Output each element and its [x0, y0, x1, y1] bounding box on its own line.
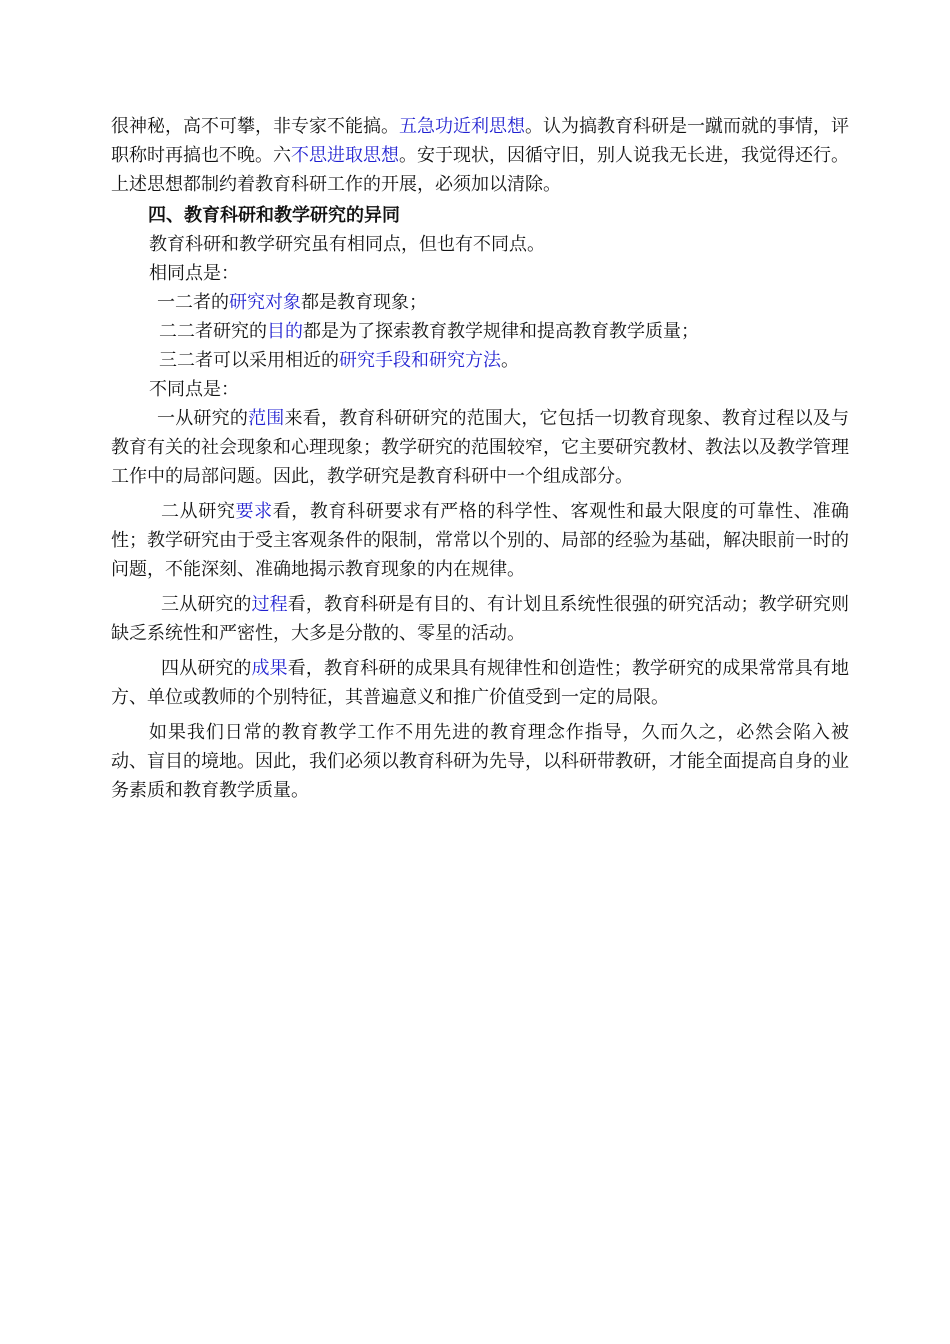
same-item-highlight: 研究手段和研究方法 — [339, 350, 501, 371]
section-heading: 四、教育科研和教学研究的异同 — [148, 205, 400, 226]
diff-item-4 — [111, 654, 849, 712]
same-item-highlight: 目的 — [267, 321, 303, 342]
same-item-suffix: 。 — [501, 350, 519, 371]
same-item-1 — [111, 288, 849, 317]
section-intro: 教育科研和教学研究虽有相同点，但也有不同点。 — [149, 234, 545, 255]
diff-item-prefix: 二从研究 — [161, 501, 236, 522]
diff-label: 不同点是： — [149, 379, 239, 400]
diff-item-highlight: 成果 — [251, 658, 288, 679]
same-item-prefix: 一二者的 — [157, 292, 229, 313]
diff-item-2 — [111, 497, 849, 584]
diff-item-suffix: 看，教育科研的成果具有规律性和创造性；教学研究的成果常常具有地方、单位或教师的个别特征，其普遍意义和推广价值受到一定的局限。 — [111, 658, 850, 708]
same-item-3 — [111, 346, 849, 375]
intro-five-prefix: 五 — [399, 116, 417, 137]
diff-item-highlight: 过程 — [251, 594, 288, 615]
same-item-prefix: 二二者研究的 — [159, 321, 267, 342]
diff-item-3 — [111, 590, 849, 648]
diff-item-suffix: 来看，教育科研研究的范围大，它包括一切教育现象、教育过程以及与教育有关的社会现象和心理现象；教学研究的范围较窄，它主要研究教材、教法以及教学管理工作中的局部问题。因此，教学研究是教育科研中一个组成部分。 — [111, 408, 850, 487]
document-page — [111, 112, 849, 805]
diff-item-prefix: 一从研究的 — [157, 408, 249, 429]
diff-item-suffix: 看，教育科研是有目的、有计划且系统性很强的研究活动；教学研究则缺乏系统性和严密性，大多是分散的、零星的活动。 — [111, 594, 850, 644]
intro-five-highlight: 急功近利思想 — [417, 116, 525, 137]
intro-text-b: 。认为搞教育科研是一蹴而就的事情，评职称时再搞也不晚。 — [111, 116, 849, 166]
conclusion-paragraph: 如果我们日常的教育教学工作不用先进的教育理念作指导，久而久之，必然会陷入被动、盲目的境地。因此，我们必须以教育科研为先导，以科研带教研，才能全面提高自身的业务素质和教育教学质量。 — [111, 722, 849, 801]
same-item-suffix: 都是教育现象； — [301, 292, 427, 313]
intro-text-c: 。安于现状，因循守旧，别人说我无长进，我觉得还行。上述思想都制约着教育科研工作的开展，必须加以清除。 — [111, 145, 849, 195]
intro-text-a: 很神秘，高不可攀，非专家不能搞。 — [111, 116, 399, 137]
diff-item-1 — [111, 404, 849, 491]
same-item-prefix: 三二者可以采用相近的 — [159, 350, 339, 371]
diff-item-prefix: 四从研究的 — [161, 658, 252, 679]
same-item-2 — [111, 317, 849, 346]
same-label: 相同点是： — [149, 263, 239, 284]
same-item-suffix: 都是为了探索教育教学规律和提高教育教学质量； — [303, 321, 699, 342]
diff-item-highlight: 范围 — [248, 408, 285, 429]
same-item-highlight: 研究对象 — [229, 292, 301, 313]
intro-paragraph — [111, 112, 849, 199]
intro-six-highlight: 不思进取思想 — [291, 145, 399, 166]
diff-item-highlight: 要求 — [235, 501, 273, 522]
intro-six-prefix: 六 — [273, 145, 291, 166]
diff-item-prefix: 三从研究的 — [161, 594, 252, 615]
diff-item-suffix: 看，教育科研要求有严格的科学性、客观性和最大限度的可靠性、准确性；教学研究由于受主客观条件的限制，常常以个别的、局部的经验为基础，解决眼前一时的问题，不能深刻、准确地揭示教育现象的内在规律。 — [111, 501, 850, 580]
